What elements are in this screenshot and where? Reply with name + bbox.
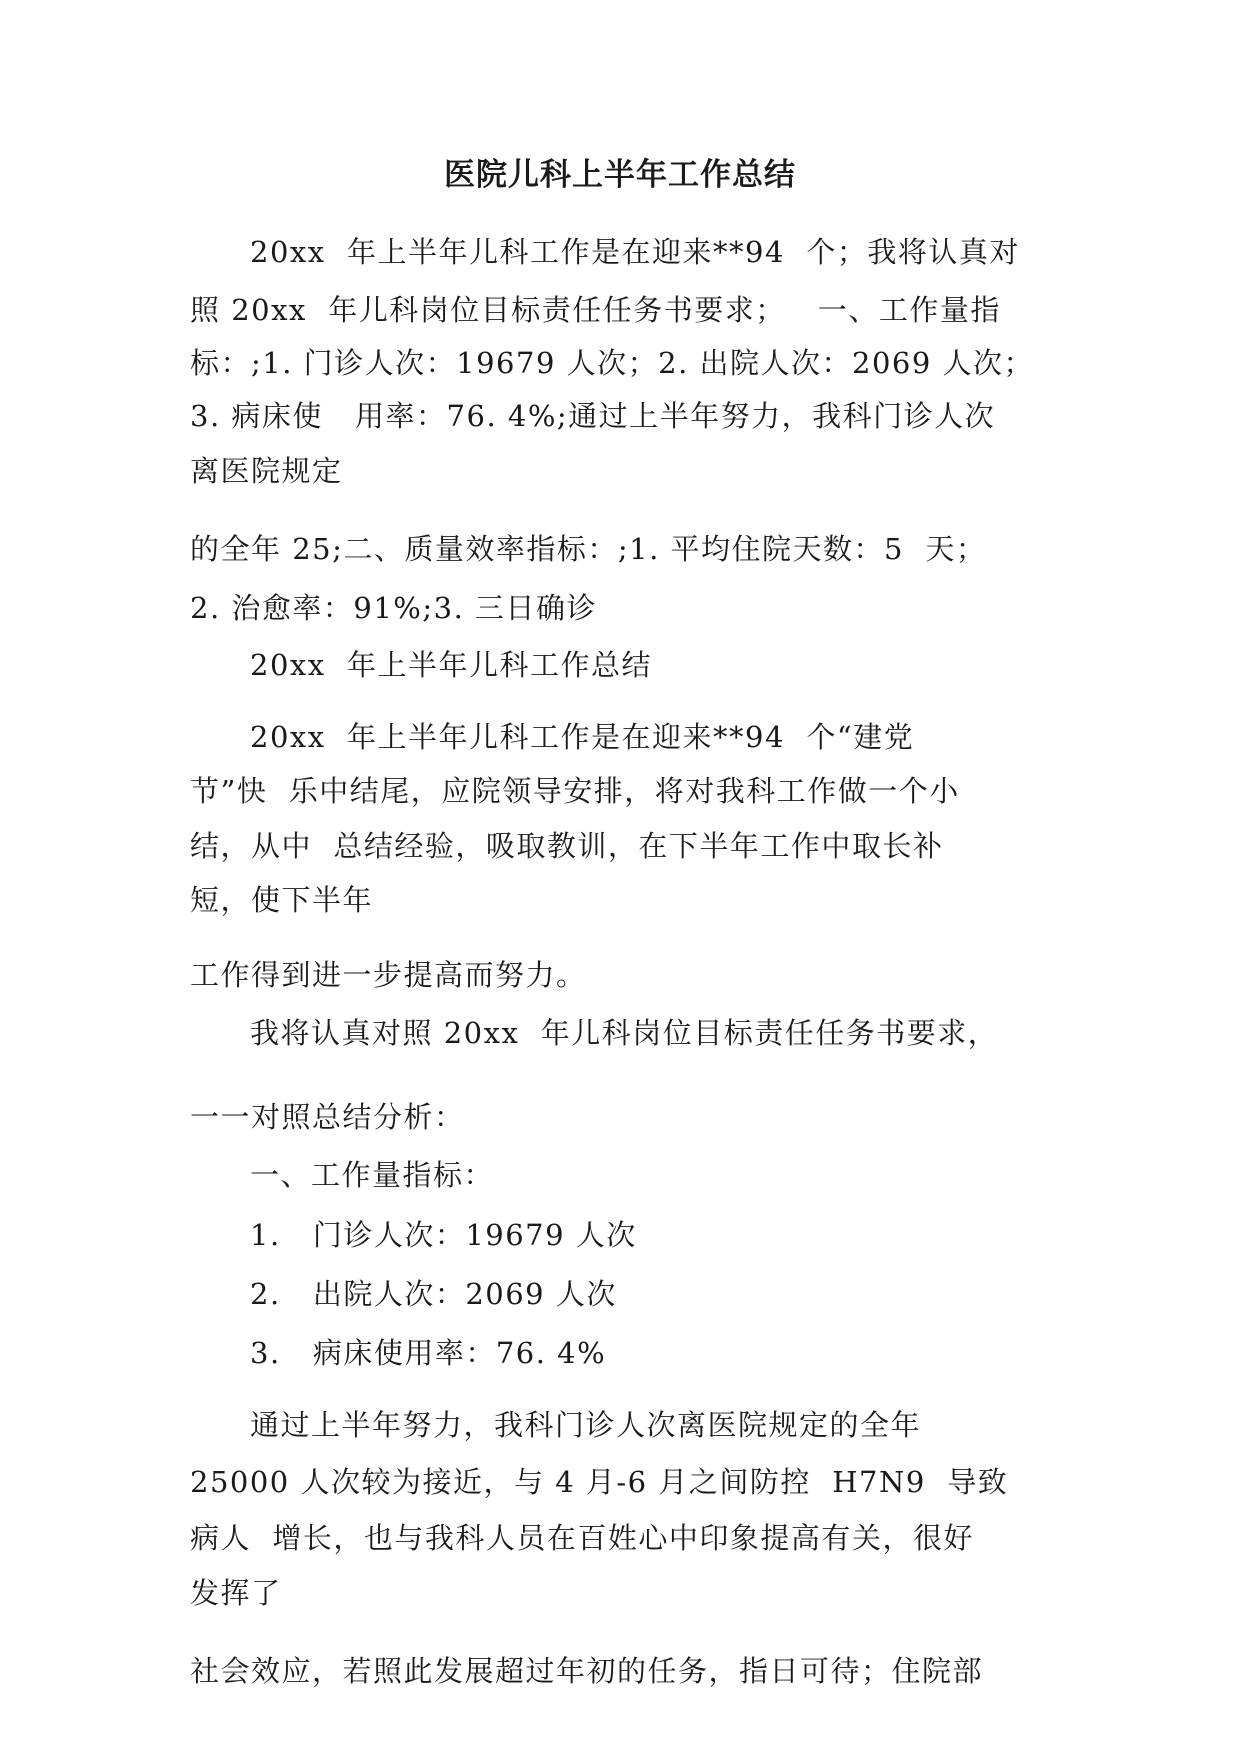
- paragraph-line: 2. 治愈率：91%;3. 三日确诊: [190, 591, 598, 625]
- paragraph-line: 照 20xx 年儿科岗位目标责任任务书要求； 一、工作量指: [190, 293, 1001, 327]
- paragraph-line: 一一对照总结分析：: [190, 1100, 465, 1134]
- paragraph-line: 标：;1. 门诊人次：19679 人次；2. 出院人次：2069 人次；: [190, 346, 1035, 380]
- paragraph-line: 3. 病床使 用率：76. 4%;通过上半年努力，我科门诊人次: [190, 399, 996, 433]
- paragraph-line: 20xx 年上半年儿科工作是在迎来**94 个“建党: [250, 720, 915, 754]
- document-title: 医院儿科上半年工作总结: [444, 157, 796, 193]
- paragraph-line: 离医院规定: [190, 454, 343, 488]
- paragraph-line: 短，使下半年: [190, 883, 374, 917]
- paragraph-line: 工作得到进一步提高而努力。: [190, 958, 587, 992]
- list-item: 1. 门诊人次：19679 人次: [250, 1218, 637, 1252]
- paragraph-line: 的全年 25;二、质量效率指标：;1. 平均住院天数：5 天；: [190, 532, 987, 566]
- paragraph-line: 我将认真对照 20xx 年儿科岗位目标责任任务书要求，: [250, 1016, 999, 1050]
- paragraph-line: 25000 人次较为接近，与 4 月-6 月之间防控 H7N9 导致: [190, 1465, 1009, 1499]
- paragraph-line: 发挥了: [190, 1576, 282, 1610]
- section-heading: 20xx 年上半年儿科工作总结: [250, 648, 653, 682]
- list-item: 2. 出院人次：2069 人次: [250, 1277, 617, 1311]
- paragraph-line: 结，从中 总结经验，吸取教训，在下半年工作中取长补: [190, 829, 944, 863]
- list-item: 3. 病床使用率：76. 4%: [250, 1336, 607, 1370]
- paragraph-line: 20xx 年上半年儿科工作是在迎来**94 个；我将认真对: [250, 235, 1020, 269]
- paragraph-line: 病人 增长，也与我科人员在百姓心中印象提高有关，很好: [190, 1521, 974, 1555]
- paragraph-line: 通过上半年努力，我科门诊人次离医院规定的全年: [250, 1408, 922, 1442]
- paragraph-line: 节”快 乐中结尾，应院领导安排，将对我科工作做一个小: [190, 774, 960, 808]
- paragraph-line: 社会效应，若照此发展超过年初的任务，指日可待；住院部: [190, 1654, 984, 1688]
- section-heading: 一、工作量指标：: [250, 1158, 495, 1192]
